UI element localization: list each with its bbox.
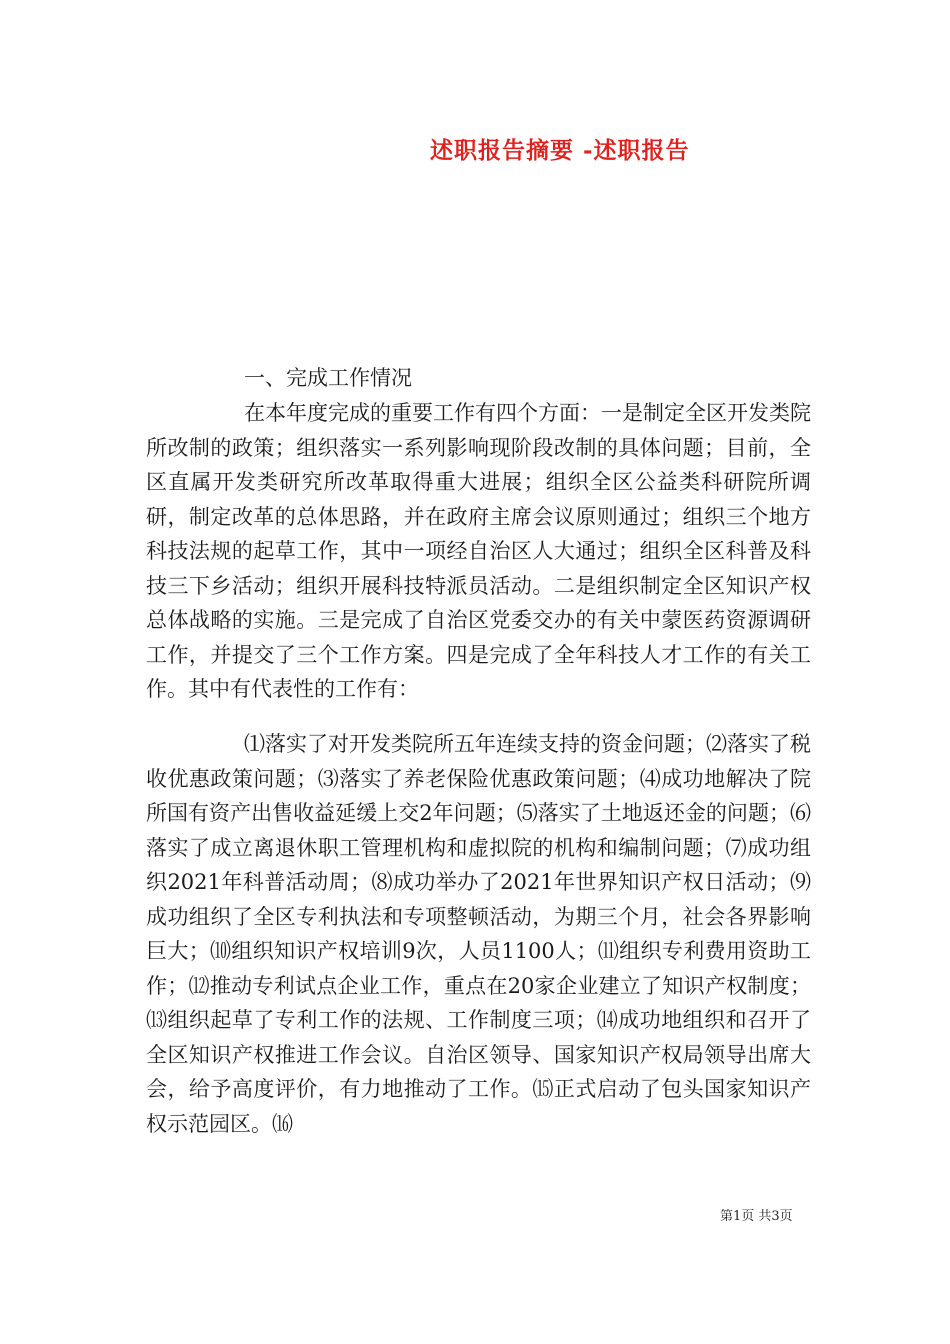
document-title: 述职报告摘要 -述职报告 bbox=[430, 137, 690, 164]
page-number-footer: 第1页 共3页 bbox=[720, 1209, 793, 1224]
body-paragraph: 在本年度完成的重要工作有四个方面：一是制定全区开发类院所改制的政策；组织落实一系列影响现阶段改制的具体问题；目前，全区直属开发类研究所改革取得重大进展；组织全区公益类科研院所调研，制定改革的总体思路，并在政府主席会议原则通过；组织三个地方科技法规的起草工作，其中一项经自治区人大通过；组织全区科普及科技三下乡活动；组织开展科技特派员活动。二是组织制定全区知识产权总体战略的实施。三是完成了自治区党委交办的有关中蒙医药资源调研工作，并提交了三个工作方案。四是完成了全年科技人才工作的有关工作。其中有代表性的工作有： bbox=[146, 401, 811, 701]
section-heading: 一、完成工作情况 bbox=[244, 366, 412, 390]
body-paragraph: ⑴落实了对开发类院所五年连续支持的资金问题；⑵落实了税收优惠政策问题；⑶落实了养老保险优惠政策问题；⑷成功地解决了院所国有资产出售收益延缓上交2年问题；⑸落实了土地返还金的问题；⑹落实了成立离退休职工管理机构和虚拟院的机构和编制问题；⑺成功组织2021年科普活动周；⑻成功举办了2021年世界知识产权日活动；⑼成功组织了全区专利执法和专项整顿活动，为期三个月，社会各界影响巨大；⑽组织知识产权培训9次，人员1100人；⑾组织专利费用资助工作；⑿推动专利试点企业工作，重点在20家企业建立了知识产权制度；⒀组织起草了专利工作的法规、工作制度三项；⒁成功地组织和召开了全区知识产权推进工作会议。自治区领导、国家知识产权局领导出席大会，给予高度评价，有力地推动了工作。⒂正式启动了包头国家知识产权示范园区。⒃ bbox=[146, 732, 811, 1136]
